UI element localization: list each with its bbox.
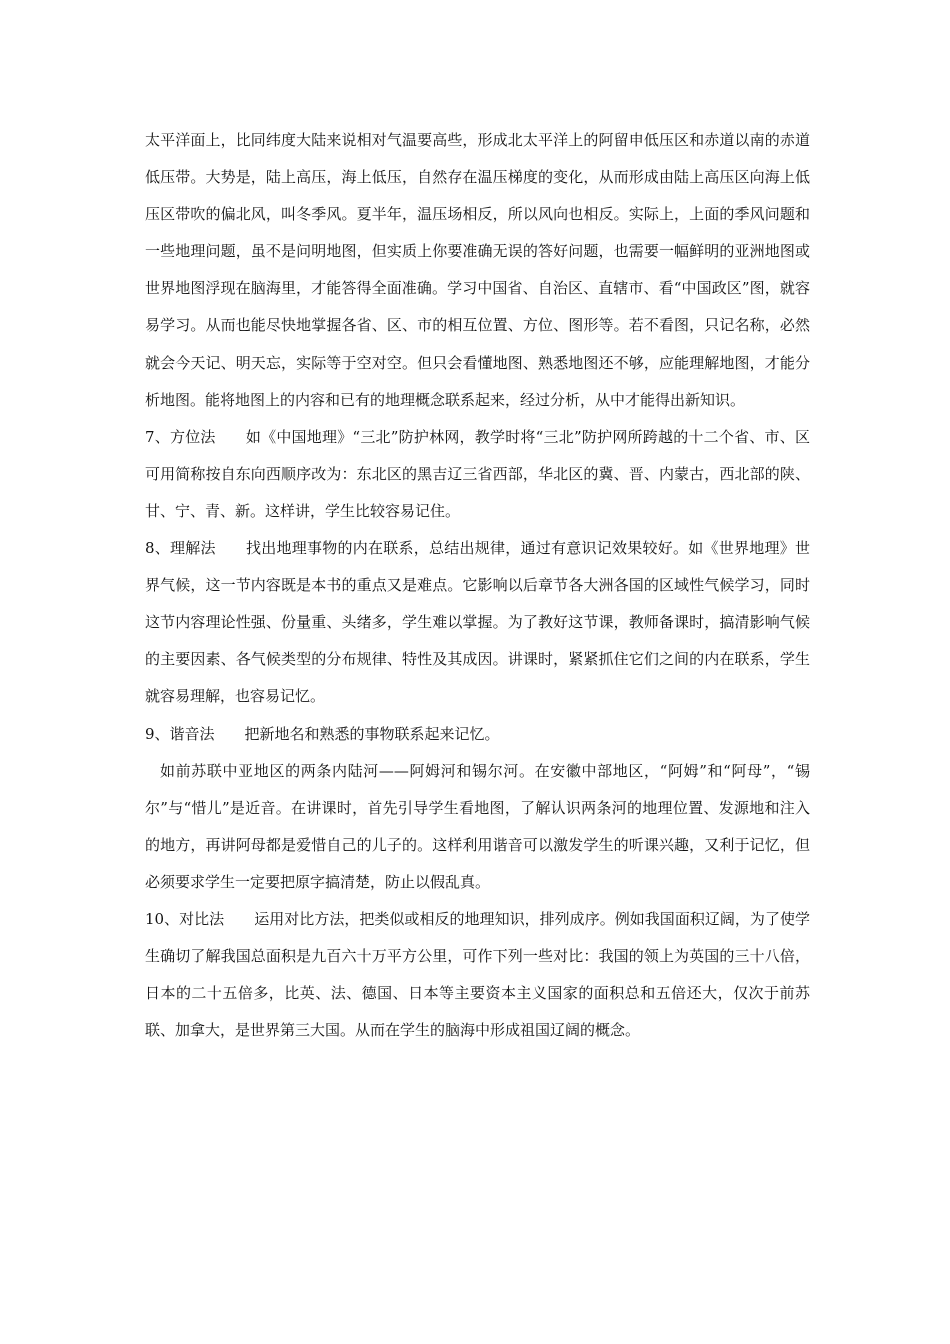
method-label: 9、谐音法 (145, 724, 215, 743)
paragraph-understanding-method (145, 530, 810, 715)
paragraph-monsoon-continued (145, 122, 810, 419)
paragraph-text: 运用对比方法，把类似或相反的地理知识，排列成序。例如我国面积辽阔，为了使学生确切了解我国总面积是九百六十万平方公里，可作下列一些对比：我国的领上为英国的三十八倍，日本的二十五倍多，比英、法、德国、日本等主要资本主义国家的面积总和五倍还大，仅次于前苏联、加拿大，是世界第三大国。从而在学生的脑海中形成祖国辽阔的概念。 (145, 909, 810, 1040)
paragraph-text: 太平洋面上，比同纬度大陆来说相对气温要高些，形成北太平洋上的阿留申低压区和赤道以南的赤道低压带。大势是，陆上高压，海上低压，自然存在温压梯度的变化，从而形成由陆上高压区向海上低压区带吹的偏北风，叫冬季风。夏半年，温压场相反，所以风向也相反。实际上，上面的季风问题和一些地理问题，虽不是问明地图，但实质上你要准确无误的答好问题，也需要一幅鲜明的亚洲地图或世界地图浮现在脑海里，才能答得全面准确。学习中国省、自治区、直辖市、看“中国政区”图，就容易学习。从而也能尽快地掌握各省、区、市的相互位置、方位、图形等。若不看图，只记名称，必然就会今天记、明天忘，实际等于空对空。但只会看懂地图、熟悉地图还不够，应能理解地图，才能分析地图。能将地图上的内容和已有的地理概念联系起来，经过分析，从中才能得出新知识。 (145, 131, 810, 409)
paragraph-text: 如《中国地理》“三北”防护林网，教学时将“三北”防护网所跨越的十二个省、市、区可用简称按自东向西顺序改为：东北区的黑吉辽三省西部，华北区的冀、晋、内蒙古，西北部的陕、甘、宁、青、新。这样讲，学生比较容易记住。 (145, 427, 810, 520)
paragraph-comparison-method (145, 901, 810, 1049)
method-label: 7、方位法 (145, 427, 216, 446)
paragraph-text: 如前苏联中亚地区的两条内陆河——阿姆河和锡尔河。在安徽中部地区，“阿姆”和“阿母”，“锡尔”与“惜儿”是近音。在讲课时，首先引导学生看地图，了解认识两条河的地理位置、发源地和注入的地方，再讲阿母都是爱惜自己的儿子的。这样利用谐音可以激发学生的听课兴趣，又利于记忆，但必须要求学生一定要把原字搞清楚，防止以假乱真。 (145, 761, 810, 891)
paragraph-direction-method (145, 419, 810, 530)
method-label: 10、对比法 (145, 909, 225, 928)
method-label: 8、理解法 (145, 539, 216, 558)
document-body (145, 122, 810, 1049)
paragraph-text: 找出地理事物的内在联系，总结出规律，通过有意识记效果较好。如《世界地理》世界气候，这一节内容既是本书的重点又是难点。它影响以后章节各大洲各国的区域性气候学习，同时这节内容理论性强、份量重、头绪多，学生难以掌握。为了教好这节课，教师备课时，搞清影响气候的主要因素、各气候类型的分布规律、特性及其成因。讲课时，紧紧抓住它们之间的内在联系，学生就容易理解，也容易记忆。 (145, 539, 810, 706)
paragraph-homophone-example (145, 753, 810, 901)
paragraph-text: 把新地名和熟悉的事物联系起来记忆。 (244, 724, 500, 743)
paragraph-homophone-method (145, 716, 810, 753)
